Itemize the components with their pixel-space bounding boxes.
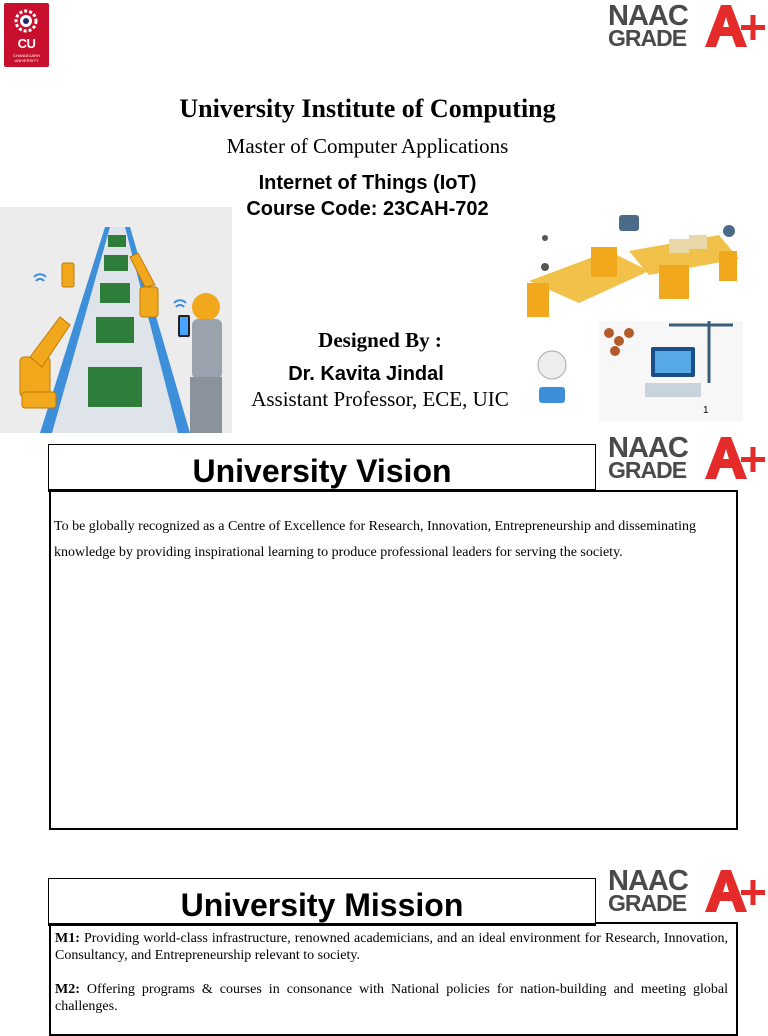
mission-item-text: Offering programs & courses in consonance with National policies for nation-building and meeting global challenges. [55,982,728,1014]
designed-by-label: Designed By : [318,328,442,352]
grade-text: GRADE [608,25,687,51]
grade-text: GRADE [608,457,687,483]
naac-grade-logo [608,0,768,55]
program-title: Master of Computer Applications [226,134,509,158]
naac-text: NAAC [608,0,688,32]
cu-logo-text: CU [17,36,36,51]
grade-text: GRADE [608,890,687,916]
author-name: Dr. Kavita Jindal [288,363,444,385]
mission-title: University Mission [48,878,596,926]
author-role: Assistant Professor, ECE, UIC [251,387,509,411]
a-plus-icon [701,435,767,481]
robotic-assembly-line-illustration [0,207,232,433]
a-plus-icon [701,3,767,49]
course-code: Course Code: 23CAH-702 [246,198,489,220]
naac-text: NAAC [608,865,688,897]
vision-title: University Vision [48,444,596,492]
naac-text: NAAC [608,432,688,464]
mission-item-label: M2: [55,982,80,997]
gear-emblem-icon [12,7,40,35]
page-number: 1 [703,405,709,416]
mission-item-text: Providing world-class infrastructure, renowned academicians, and an ideal environment for Research, Innovation, Consultancy, and Entrepreneurship relevant to society. [55,931,728,963]
naac-grade-logo [608,865,768,920]
cu-logo-subtext: CHANDIGARH UNIVERSITY [13,53,40,63]
mission-item-label: M1: [55,931,80,946]
mission-item [55,981,728,1015]
vision-text: To be globally recognized as a Centre of Excellence for Research, Innovation, Entrepreneurship and disseminating knowledge by providing inspirational learning to produce professional leaders for serving the society. [54,519,697,560]
mission-list [55,930,728,1032]
naac-grade-logo [608,432,768,487]
institute-title: University Institute of Computing [179,94,556,123]
smart-factory-illustration [519,211,743,421]
a-plus-icon [701,868,767,914]
chandigarh-university-logo [4,3,49,67]
course-name: Internet of Things (IoT) [258,172,477,194]
mission-item [55,930,728,964]
